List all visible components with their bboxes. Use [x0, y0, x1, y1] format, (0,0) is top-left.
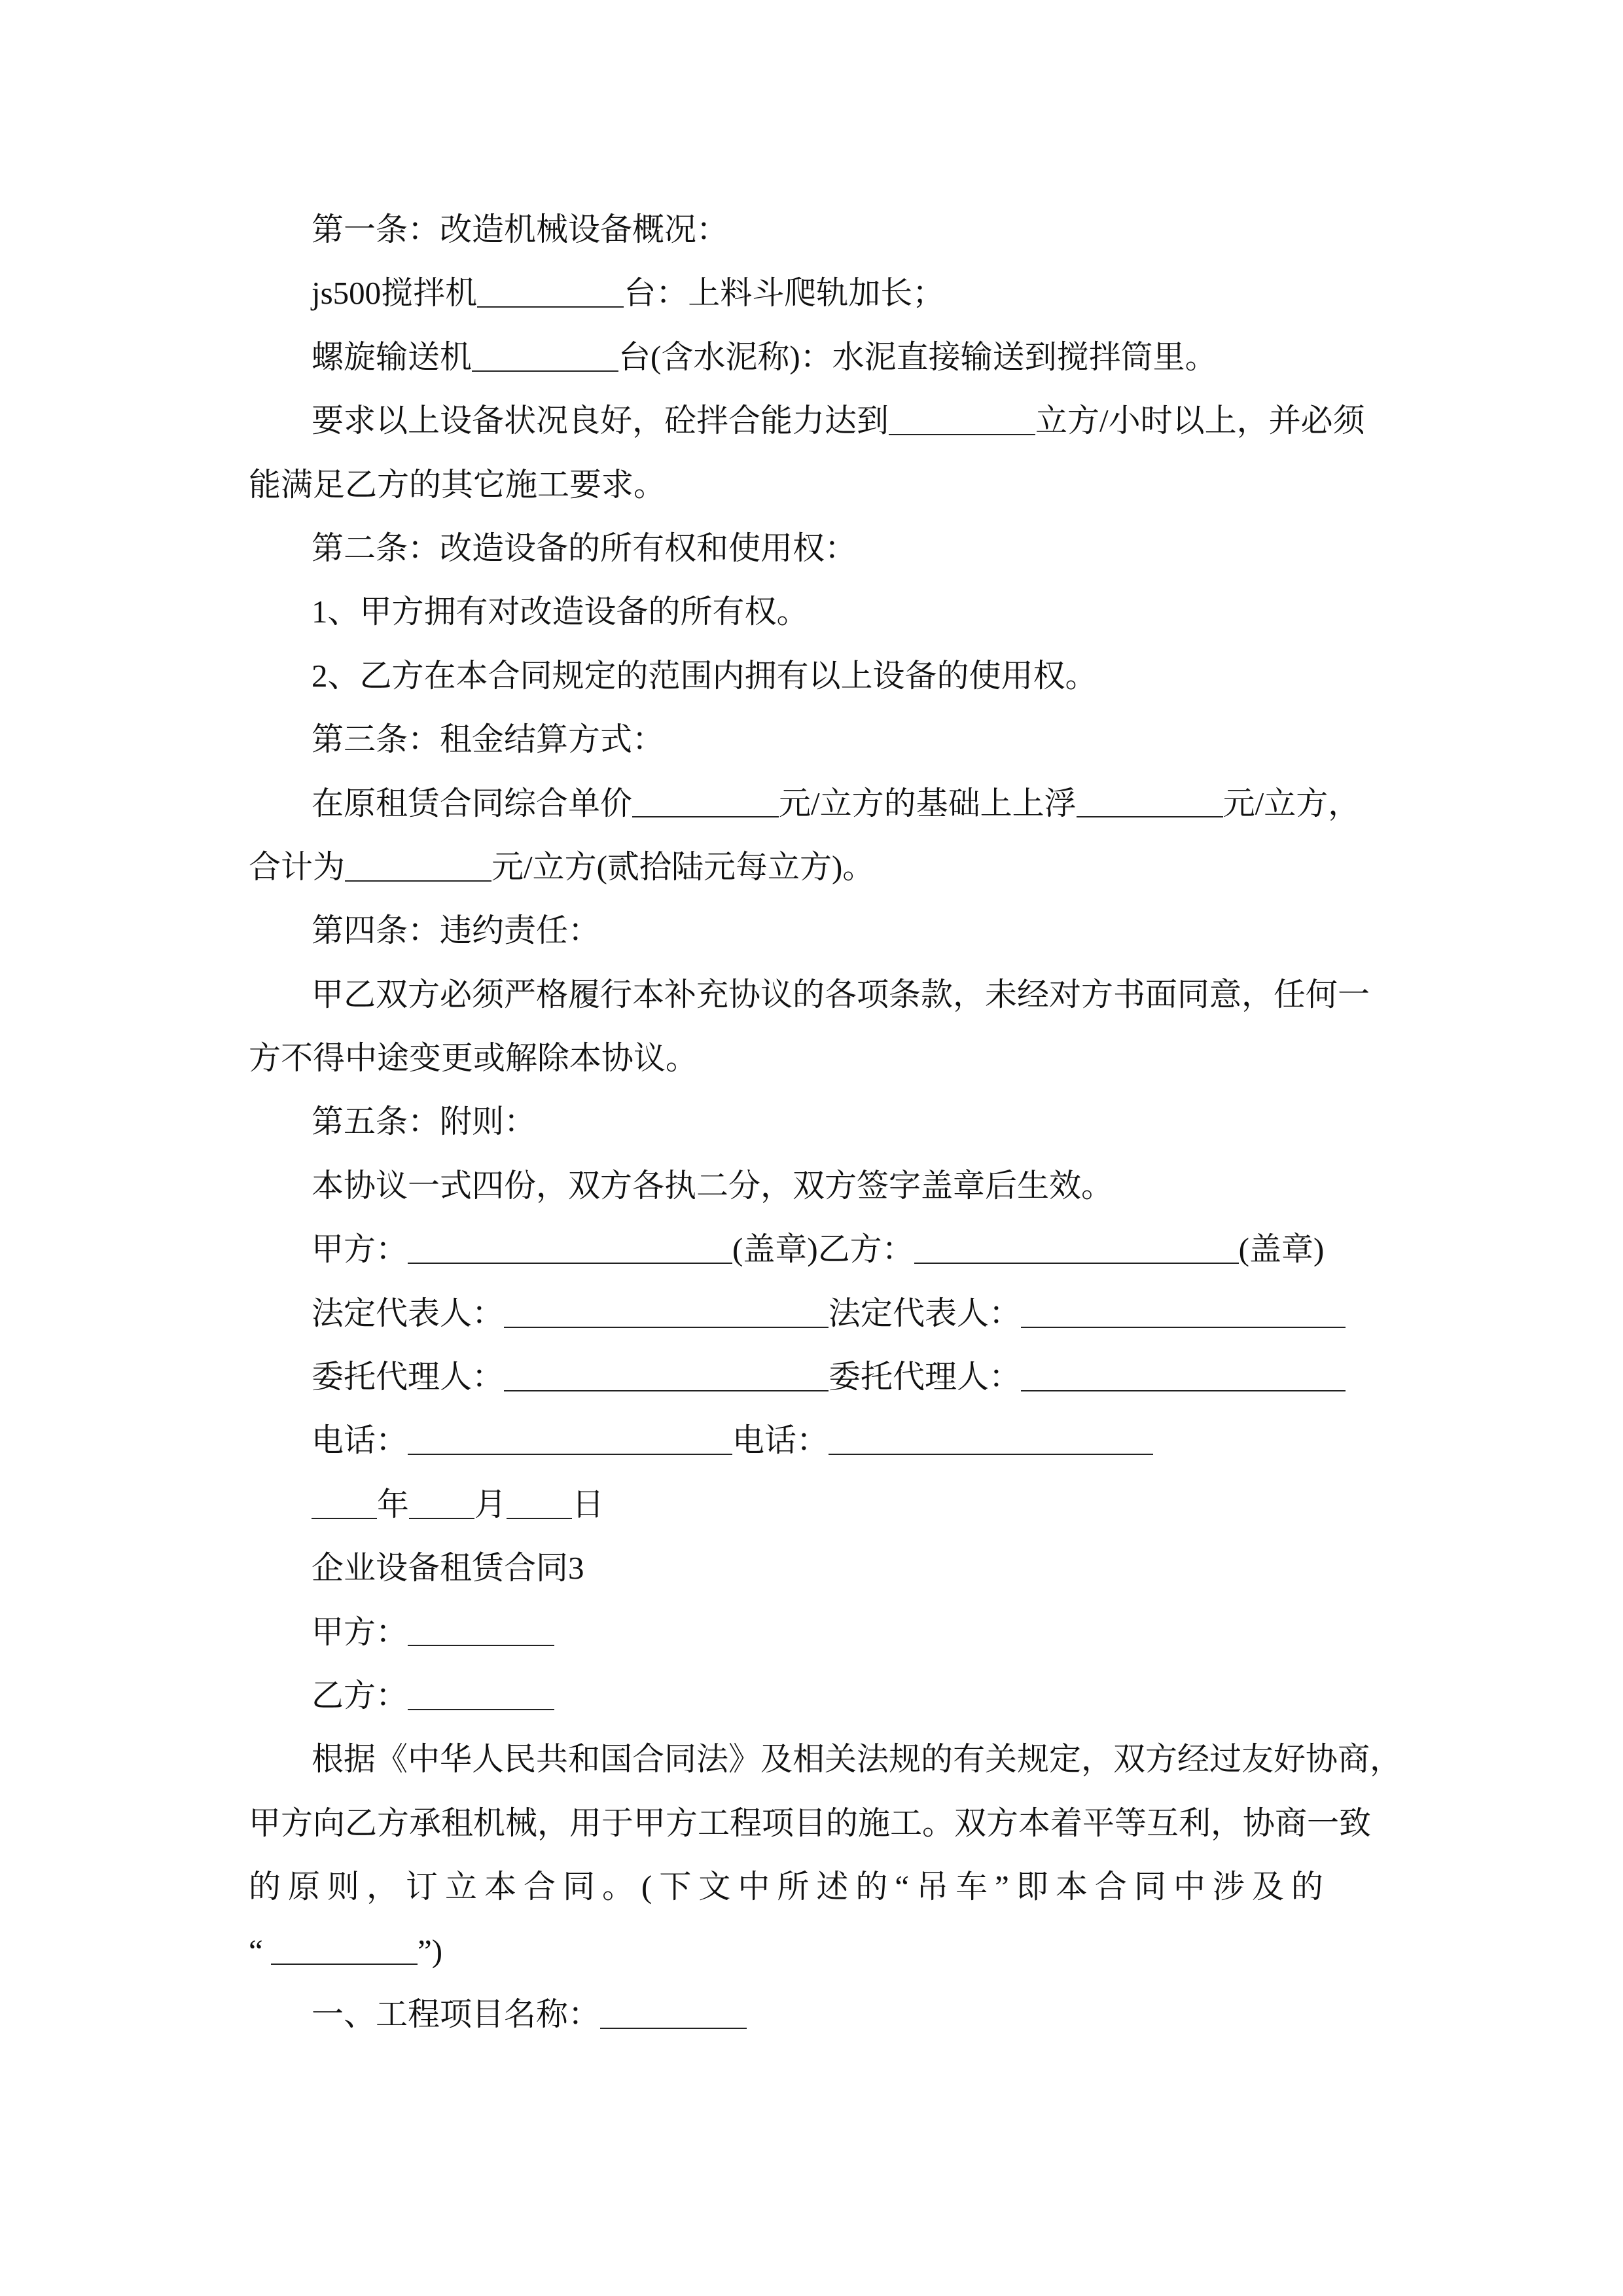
- text-segment: 的原则，订立本合同。(下文中所述的“吊车”即本合同中涉及的: [249, 1869, 1330, 1905]
- fill-in-blank: [504, 1293, 829, 1327]
- text-line: [249, 1282, 1378, 1345]
- fill-in-blank: [1021, 1356, 1346, 1391]
- fill-in-blank: [477, 273, 624, 308]
- text-segment: 甲方：: [312, 1613, 408, 1650]
- text-segment: 在原租赁合同综合单价: [312, 785, 633, 821]
- text-line: [249, 1664, 1378, 1727]
- text-segment: 第四条：违约责任：: [312, 912, 601, 949]
- text-line: [249, 1217, 1378, 1281]
- fill-in-blank: [507, 1484, 572, 1518]
- text-line: [249, 1345, 1378, 1408]
- text-segment: (盖章)乙方：: [732, 1231, 914, 1268]
- text-line: [249, 325, 1378, 389]
- text-segment: 第三条：租金结算方式：: [312, 721, 665, 758]
- fill-in-blank: [1021, 1293, 1346, 1327]
- text-line: [249, 963, 1378, 1026]
- fill-in-blank: [345, 846, 491, 881]
- text-line: [249, 198, 1378, 261]
- text-line: [249, 453, 1378, 516]
- text-segment: 电话：: [312, 1422, 408, 1459]
- text-segment: “: [249, 1932, 271, 1969]
- text-line: [249, 1919, 1378, 1982]
- text-segment: js500搅拌机: [312, 275, 478, 312]
- fill-in-blank: [472, 336, 618, 371]
- text-segment: 委托代理人：: [312, 1359, 505, 1395]
- fill-in-blank: [408, 1229, 732, 1264]
- fill-in-blank: [409, 1484, 474, 1518]
- text-line: [249, 1473, 1378, 1536]
- text-segment: 第五条：附则：: [312, 1103, 537, 1140]
- text-line: [249, 580, 1378, 643]
- text-segment: 乙方：: [312, 1677, 408, 1713]
- text-segment: 立方/小时以上，并必须: [1035, 403, 1365, 439]
- text-segment: 台：上料斗爬轨加长；: [624, 275, 945, 312]
- text-segment: 电话：: [732, 1422, 829, 1459]
- fill-in-blank: [600, 1994, 747, 2028]
- fill-in-blank: [829, 1420, 1153, 1455]
- text-segment: 元/立方的基础上上浮: [779, 785, 1077, 821]
- text-segment: ”): [418, 1932, 443, 1969]
- text-segment: 法定代表人：: [829, 1295, 1022, 1331]
- fill-in-blank: [408, 1675, 554, 1710]
- fill-in-blank: [408, 1420, 732, 1455]
- text-line: [249, 644, 1378, 708]
- text-segment: 委托代理人：: [829, 1359, 1022, 1395]
- text-line: [249, 1536, 1378, 1600]
- text-line: [249, 1090, 1378, 1153]
- text-segment: 日: [572, 1486, 605, 1522]
- text-segment: 甲方：: [312, 1231, 408, 1268]
- text-line: [249, 516, 1378, 580]
- text-segment: 一、工程项目名称：: [312, 1996, 601, 2032]
- fill-in-blank: [632, 783, 779, 817]
- text-segment: 根据《中华人民共和国合同法》及相关法规的有关规定，双方经过友好协商，: [312, 1741, 1402, 1778]
- text-line: [249, 1791, 1378, 1855]
- text-line: [249, 261, 1378, 325]
- text-line: [249, 1600, 1378, 1664]
- text-segment: 2、乙方在本合同规定的范围内拥有以上设备的使用权。: [312, 657, 1097, 694]
- text-segment: 能满足乙方的其它施工要求。: [249, 466, 666, 503]
- fill-in-blank: [271, 1930, 418, 1965]
- fill-in-blank: [1077, 783, 1223, 817]
- text-line: [249, 708, 1378, 771]
- fill-in-blank: [504, 1356, 829, 1391]
- fill-in-blank: [408, 1611, 554, 1646]
- text-segment: 1、甲方拥有对改造设备的所有权。: [312, 594, 809, 630]
- text-line: [249, 1026, 1378, 1090]
- fill-in-blank: [312, 1484, 377, 1518]
- text-line: [249, 835, 1378, 899]
- text-segment: 月: [474, 1486, 507, 1522]
- text-segment: 甲方向乙方承租机械，用于甲方工程项目的施工。双方本着平等互利，协商一致: [249, 1804, 1372, 1841]
- text-segment: 螺旋输送机: [312, 338, 473, 375]
- text-line: [249, 1154, 1378, 1217]
- text-line: [249, 1982, 1378, 2046]
- text-line: [249, 389, 1378, 452]
- text-segment: 法定代表人：: [312, 1295, 505, 1331]
- text-segment: 第二条：改造设备的所有权和使用权：: [312, 529, 857, 566]
- fill-in-blank: [914, 1229, 1239, 1264]
- text-segment: 要求以上设备状况良好，砼拌合能力达到: [312, 403, 889, 439]
- text-line: [249, 899, 1378, 962]
- text-segment: 台(含水泥称)：水泥直接输送到搅拌筒里。: [618, 338, 1217, 375]
- text-segment: 元/立方，: [1222, 785, 1361, 821]
- text-segment: (盖章): [1238, 1231, 1325, 1268]
- text-line: [249, 1855, 1378, 1918]
- text-segment: 甲乙双方必须严格履行本补充协议的各项条款，未经对方书面同意，任何一: [312, 976, 1370, 1013]
- text-segment: 元/立方(贰拾陆元每立方)。: [491, 848, 875, 885]
- text-segment: 第一条：改造机械设备概况：: [312, 211, 729, 247]
- fill-in-blank: [889, 401, 1035, 435]
- document-body: [249, 198, 1402, 2046]
- text-segment: 合计为: [249, 848, 346, 885]
- text-segment: 企业设备租赁合同3: [312, 1550, 584, 1587]
- text-segment: 年: [377, 1486, 410, 1522]
- text-segment: 本协议一式四份，双方各执二分，双方签字盖章后生效。: [312, 1167, 1114, 1204]
- text-line: [249, 772, 1378, 835]
- text-line: [249, 1727, 1402, 1791]
- text-segment: 方不得中途变更或解除本协议。: [249, 1040, 698, 1077]
- text-line: [249, 1408, 1378, 1472]
